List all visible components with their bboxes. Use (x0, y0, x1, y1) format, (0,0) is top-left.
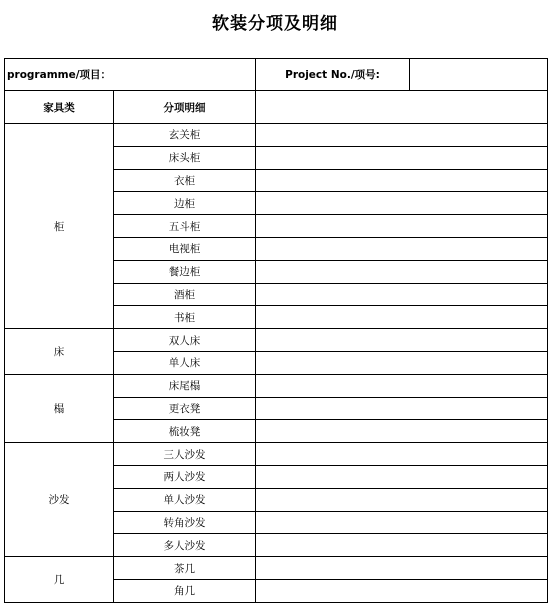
item-column-header: 分项明细 (114, 91, 256, 124)
detail-cell[interactable] (256, 420, 548, 443)
project-no-field[interactable] (410, 59, 548, 91)
detail-cell[interactable] (256, 260, 548, 283)
item-cell: 衣柜 (114, 169, 256, 192)
detail-cell[interactable] (256, 169, 548, 192)
item-cell: 转角沙发 (114, 511, 256, 534)
item-cell: 床头柜 (114, 146, 256, 169)
project-no-label: Project No./项号: (256, 59, 410, 91)
detail-cell[interactable] (256, 465, 548, 488)
category-cell: 沙发 (5, 443, 114, 557)
item-cell: 多人沙发 (114, 534, 256, 557)
item-cell: 角几 (114, 579, 256, 602)
detail-cell[interactable] (256, 215, 548, 238)
detail-cell[interactable] (256, 146, 548, 169)
detail-cell[interactable] (256, 329, 548, 352)
item-cell: 更衣凳 (114, 397, 256, 420)
detail-cell[interactable] (256, 511, 548, 534)
category-cell: 床 (5, 329, 114, 375)
item-cell: 三人沙发 (114, 443, 256, 466)
detail-cell[interactable] (256, 557, 548, 580)
detail-cell[interactable] (256, 351, 548, 374)
detail-cell[interactable] (256, 397, 548, 420)
item-cell: 五斗柜 (114, 215, 256, 238)
table-row (5, 443, 548, 466)
item-cell: 电视柜 (114, 237, 256, 260)
category-column-header: 家具类 (5, 91, 114, 124)
item-cell: 双人床 (114, 329, 256, 352)
item-cell: 餐边柜 (114, 260, 256, 283)
item-cell: 梳妆凳 (114, 420, 256, 443)
detail-cell[interactable] (256, 374, 548, 397)
detail-column-header (256, 91, 548, 124)
item-cell: 床尾榻 (114, 374, 256, 397)
detail-cell[interactable] (256, 237, 548, 260)
item-cell: 书柜 (114, 306, 256, 329)
table-row (5, 329, 548, 352)
item-cell: 茶几 (114, 557, 256, 580)
table-row (5, 557, 548, 580)
item-cell: 单人床 (114, 351, 256, 374)
project-header-row (5, 59, 548, 91)
programme-label: programme/项目： (5, 59, 256, 91)
table-row (5, 374, 548, 397)
category-cell: 榻 (5, 374, 114, 442)
column-header-row (5, 91, 548, 124)
item-cell: 单人沙发 (114, 488, 256, 511)
detail-cell[interactable] (256, 192, 548, 215)
item-cell: 酒柜 (114, 283, 256, 306)
detail-cell[interactable] (256, 579, 548, 602)
item-cell: 两人沙发 (114, 465, 256, 488)
table-row (5, 124, 548, 147)
detail-cell[interactable] (256, 124, 548, 147)
document-title: 软装分项及明细 (212, 14, 338, 34)
category-cell: 几 (5, 557, 114, 603)
furnishing-detail-table (4, 58, 548, 603)
detail-cell[interactable] (256, 488, 548, 511)
category-cell: 柜 (5, 124, 114, 329)
detail-cell[interactable] (256, 443, 548, 466)
detail-cell[interactable] (256, 534, 548, 557)
detail-cell[interactable] (256, 306, 548, 329)
detail-cell[interactable] (256, 283, 548, 306)
item-cell: 边柜 (114, 192, 256, 215)
item-cell: 玄关柜 (114, 124, 256, 147)
